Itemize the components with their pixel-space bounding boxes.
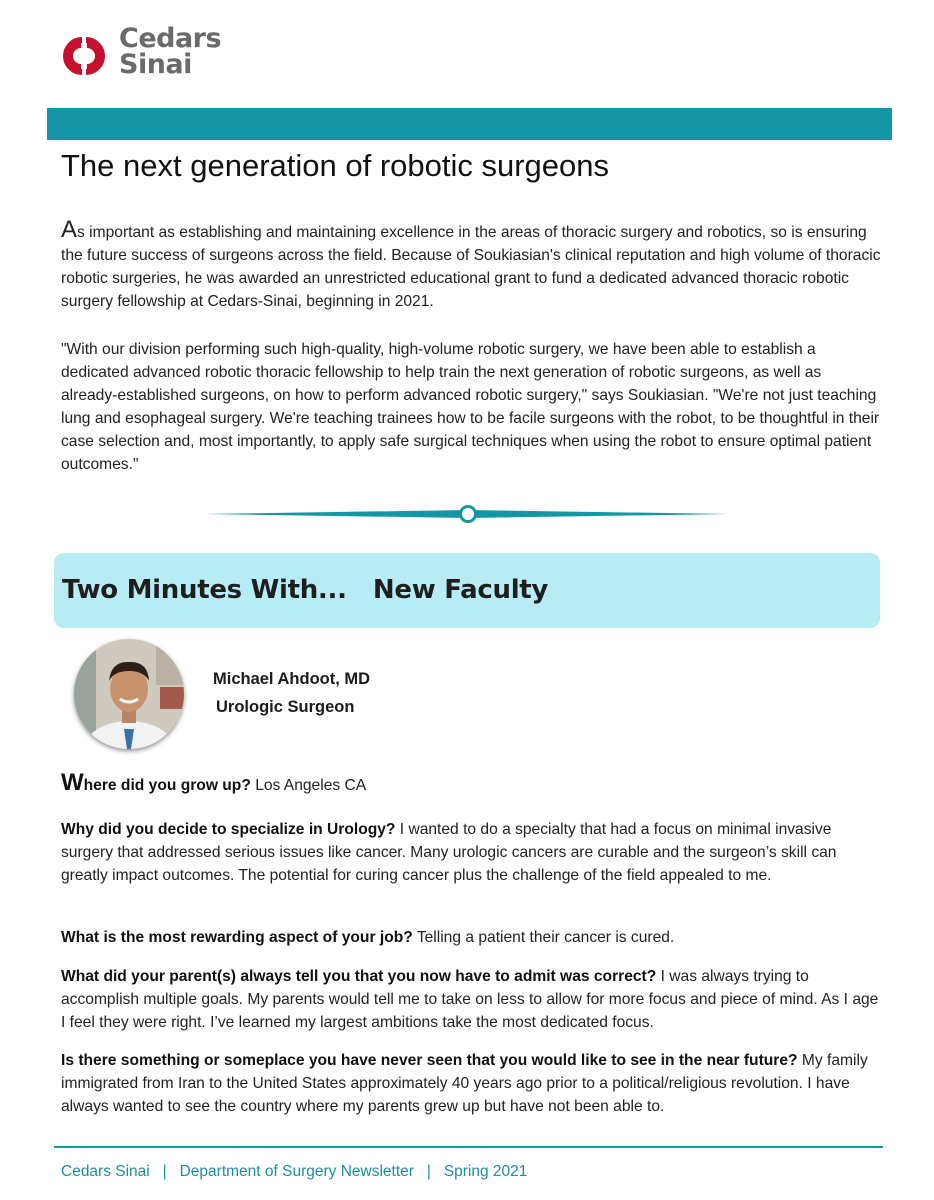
question: Why did you decide to specialize in Urology? — [61, 821, 396, 838]
section-title: Two Minutes With... New Faculty — [62, 575, 549, 605]
question — [61, 769, 251, 796]
paragraph-1-text: s important as establishing and maintaining excellence in the areas of thoracic surgery and robotics, so is ensuring the future success of surgeons across the field. Because of Soukiasian's clinical reputation and high volume of thoracic robotic surgeries, he was awarded an unrestricted educational grant to fund a dedicated advanced thoracic robotic surgery fellowship at Cedars-Sinai, beginning in 2021. — [61, 224, 881, 310]
faculty-name: Michael Ahdoot, MD — [213, 670, 371, 688]
answer: I was always trying to accomplish multiple goals. My parents would tell me to take on less to allow for more focus and piece of mind. As I age I feel they were right. I’ve learned my largest ambitions take the most dedicated focus. — [61, 968, 879, 1031]
question-text: here did you grow up? — [83, 777, 251, 794]
answer: Telling a patient their cancer is cured. — [412, 929, 675, 946]
qa-item — [61, 1049, 881, 1118]
section-divider — [205, 504, 730, 524]
footer-rule — [54, 1146, 883, 1148]
answer: My family immigrated from Iran to the United States approximately 40 years ago prior to a political/religious revolution. I have always wanted to see the country where my parents grew up but have not been able to. — [61, 1052, 868, 1115]
cedars-sinai-logo[interactable] — [52, 23, 232, 86]
question: What is the most rewarding aspect of your job? — [61, 929, 413, 946]
avatar — [74, 639, 184, 749]
question: Is there something or someplace you have never seen that you would like to see in the near future? — [61, 1052, 798, 1069]
logo-wordmark — [119, 23, 222, 80]
question: What did your parent(s) always tell you that you now have to admit was correct? — [61, 968, 657, 985]
dropcap: A — [61, 216, 78, 243]
footer-text: Cedars Sinai | Department of Surgery Newsletter | Spring 2021 — [61, 1163, 528, 1180]
question-dropcap: W — [61, 769, 84, 796]
header-band — [47, 108, 892, 140]
cedars-sinai-logo-icon — [52, 28, 116, 84]
qa-item — [61, 926, 881, 949]
section-banner — [54, 553, 880, 628]
article-paragraph-2: "With our division performing such high-quality, high-volume robotic surgery, we have been able to establish a dedicated advanced robotic thoracic fellowship to help train the next generation of robotic surgeons, as well as already-established surgeons, on how to perform advanced robotic surgery," says Soukiasian. "We're not just teaching lung and esophageal surgery. We're teaching trainees how to be facile surgeons with the robot, to be thoughtful in their case selection and, most importantly, to apply safe surgical techniques when using the robot to ensure optimal patient outcomes." — [61, 341, 880, 473]
qa-item — [61, 818, 881, 887]
answer: I wanted to do a specialty that had a focus on minimal invasive surgery that addressed serious issues like cancer. Many urologic cancers are curable and the surgeon’s skill can greatly impact outcomes. The potential for curing cancer plus the challenge of the field appealed to me. — [61, 821, 837, 884]
qa-item — [61, 965, 881, 1034]
article-title: The next generation of robotic surgeons — [61, 148, 610, 183]
logo-line-1: Cedars — [119, 23, 222, 54]
article-paragraph-1 — [61, 216, 881, 313]
faculty-role: Urologic Surgeon — [216, 698, 355, 716]
answer: Los Angeles CA — [250, 777, 367, 794]
qa-item — [61, 769, 881, 797]
headshot-photo-icon — [74, 639, 184, 749]
logo-line-2: Sinai — [119, 49, 192, 80]
